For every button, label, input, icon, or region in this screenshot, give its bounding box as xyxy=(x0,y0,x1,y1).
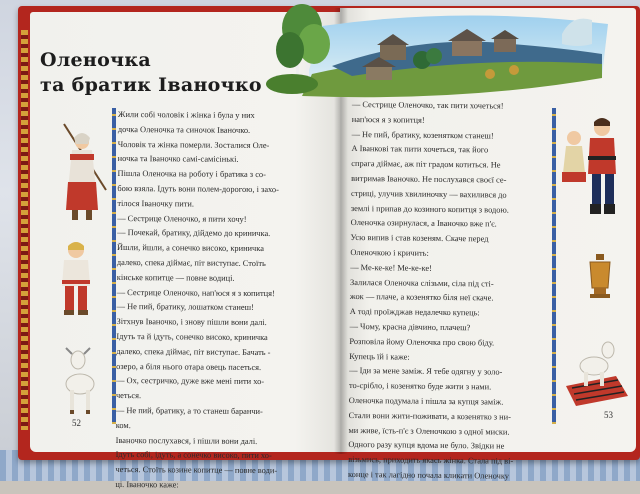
text-line: Одного разу купця вдома не було. Звідки не xyxy=(348,440,505,451)
text-line: Йшли, йшли, а сонечко високо, криничка xyxy=(116,243,264,254)
text-line: Пішла Оленочка на роботу і братика з со- xyxy=(117,169,266,180)
title-line-2: та братик Іваночко xyxy=(40,74,262,96)
merchant-and-girl-illustration xyxy=(560,112,626,222)
text-line: — Ох, сестричко, дуже вже мені пити хо- xyxy=(116,376,265,387)
text-line: дочка Оленочка та синочок Іваночко. xyxy=(117,124,251,135)
left-text-column xyxy=(115,108,336,494)
text-line: Ідуть собі, ідуть, а сонечко високо, пити хо- xyxy=(115,450,272,461)
village-landscape-illustration xyxy=(262,4,608,104)
girl-with-rake-illustration xyxy=(52,118,112,228)
cover-ornament xyxy=(21,30,28,430)
goat-on-rug-illustration xyxy=(562,330,630,406)
text-line: — Іди за мене заміж. Я тебе одягну у золо- xyxy=(349,366,503,377)
text-line: Чоловік та жінка померли. Зосталися Оле- xyxy=(117,139,270,150)
page-number-left: 52 xyxy=(72,418,81,428)
title-line-1: Оленочка xyxy=(40,49,151,71)
text-line: — Почекай, братику, дійдемо до криничка. xyxy=(117,228,271,239)
text-line: — Сестрице Оленочко, так пити хочеться! xyxy=(351,99,504,111)
text-line: ночка та Іваночко самі-самісінькі. xyxy=(117,154,239,165)
text-line: витримав Іваночко. Не послухався своєї се- xyxy=(351,173,507,185)
text-line: далеко, спека діймає, піт виступає. Стоїть xyxy=(116,257,266,269)
text-line: стриці, улучив хвилиночку — вахилився до xyxy=(350,188,507,200)
text-line: озеро, а біля нього отара овець пасеться. xyxy=(116,361,262,372)
text-line: конце і так лагідно почала кликати Оленочку xyxy=(348,469,510,481)
text-line: кінське копитце — повне водиці. xyxy=(116,272,235,283)
text-line: — Ме-ке-ке! Ме-ке-ке! xyxy=(350,262,432,273)
text-line: Стали вони жити-поживати, а козенятко з ни- xyxy=(348,410,511,422)
text-line: — Сестрице Оленочко, нап'юся я з копитця! xyxy=(116,287,275,298)
goat-illustration-left xyxy=(56,346,102,418)
text-line: спрага діймає, аж піт градом котиться. Не xyxy=(351,159,501,170)
text-line: ці. Іваночко каже: xyxy=(115,479,179,490)
text-line: Ідуть та й ідуть, сонечко високо, криничка xyxy=(116,331,268,343)
text-line: бою взяла. Ідуть вони полем-дорогою, і захо- xyxy=(117,183,279,195)
right-ornamental-border xyxy=(552,108,556,424)
text-line: тілося Іваночку пити. xyxy=(117,198,195,209)
text-line: Залилася Оленочка слізьми, сіла під сті- xyxy=(350,277,494,289)
text-line: — Сестрице Оленочко, я пити хочу! xyxy=(117,213,247,224)
text-line: Розповіла йому Оленочка про свою біду. xyxy=(349,336,495,348)
story-title xyxy=(40,48,280,98)
text-line: — Не пий, братику, лошатком станеш! xyxy=(116,302,254,313)
right-text-column xyxy=(348,98,552,485)
text-line: жок — плаче, а козенятко біля неї скаче. xyxy=(349,292,494,303)
text-line: четься. Стоїть козине копитце — повне води- xyxy=(115,465,278,476)
text-line: візьмись, приходить якась жінка. Стала під ві- xyxy=(348,455,514,466)
text-line: землі і припав до козиного копитця з водою. xyxy=(350,203,509,215)
text-line: Оленочкою і кричить: xyxy=(350,247,429,258)
text-line: Жили собі чоловік і жінка і була у них xyxy=(117,109,255,120)
samovar-illustration xyxy=(586,252,614,304)
page-number-right: 53 xyxy=(604,410,613,420)
text-line: — Чому, красна дівчино, плачеш? xyxy=(349,321,471,333)
text-line: Оленочка озирнулася, а Іваночко вже п'є. xyxy=(350,218,497,229)
boy-illustration xyxy=(54,238,98,318)
text-line: четься. xyxy=(115,391,142,401)
text-line: то-срібло, і козенятко буде жити з нами. xyxy=(348,381,492,392)
text-line: — Не пий, братику, а то станеш баранчи- xyxy=(115,405,263,416)
text-line: — Не пий, братику, козенятком станеш! xyxy=(351,129,494,141)
text-line: далеко, спека діймає, піт виступає. Бачать - xyxy=(116,346,271,357)
text-line: нап'юся я з копитця! xyxy=(351,114,425,125)
text-line: А тоді проїжджав недалечко купець: xyxy=(349,307,480,318)
text-line: Іваночко послухався, і пішли вони далі. xyxy=(115,435,258,446)
text-line: Усю випив і став козеням. Скаче перед xyxy=(350,233,489,244)
text-line: ми живе, їсть-п'є з Оленочкою з одної миски. xyxy=(348,425,510,437)
text-line: Зітхнув Іваночко, і знову пішли вони далі. xyxy=(116,317,267,328)
text-line: А Іванкові так пити хочеться, так його xyxy=(351,144,489,155)
text-line: Купець їй і каже: xyxy=(349,351,410,362)
text-line: Оленочка подумала і пішла за купця заміж. xyxy=(348,395,504,407)
text-line: ком. xyxy=(115,420,131,430)
